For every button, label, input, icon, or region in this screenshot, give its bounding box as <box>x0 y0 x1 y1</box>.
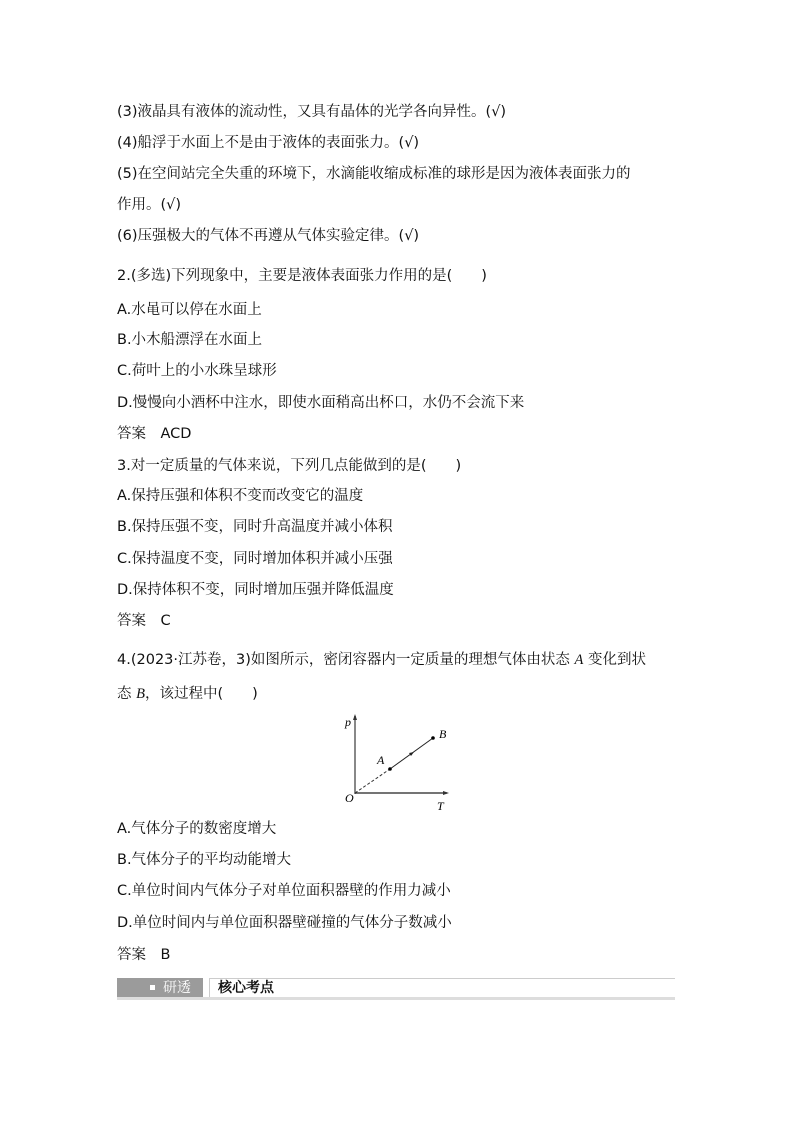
text-line: (5)在空间站完全失重的环境下，水滴能收缩成标准的球形是因为液体表面张力的 <box>117 166 631 182</box>
text-line: D.保持体积不变，同时增加压强并降低温度 <box>117 582 394 598</box>
text-line: 作用。(√) <box>117 197 182 213</box>
p-label: p <box>345 715 351 729</box>
option: D.单位时间内与单位面积器壁碰撞的气体分子数减小 <box>117 915 452 931</box>
text: 变化到状 <box>587 652 646 668</box>
text-line: A.保持压强和体积不变而改变它的温度 <box>117 488 364 504</box>
point-a <box>388 767 392 771</box>
text-line: A.水黾可以停在水面上 <box>117 302 262 318</box>
text-line: C.保持温度不变，同时增加体积并减小压强 <box>117 551 393 567</box>
t-label: T <box>437 799 444 812</box>
text-line: B.小木船漂浮在水面上 <box>117 332 263 348</box>
text-line: C.荷叶上的小水珠呈球形 <box>117 363 277 379</box>
divider <box>117 997 675 1000</box>
p-axis-arrow <box>353 714 357 720</box>
origin-label: O <box>345 791 354 805</box>
extension-line <box>355 769 390 793</box>
section-tag <box>117 978 203 998</box>
question-4-line2 <box>117 684 258 704</box>
text-line: (3)液晶具有液体的流动性，又具有晶体的光学各向异性。(√) <box>117 104 507 120</box>
text: ，该过程中( ) <box>144 686 258 702</box>
answer: 答案 B <box>117 947 171 963</box>
t-axis-arrow <box>443 791 449 795</box>
a-label: A <box>377 753 385 767</box>
text: 态 <box>117 686 132 702</box>
state-a: A <box>574 652 584 668</box>
text-line: D.慢慢向小酒杯中注水，即使水面稍高出杯口，水仍不会流下来 <box>117 395 525 411</box>
text-line: (4)船浮于水面上不是由于液体的表面张力。(√) <box>117 135 420 151</box>
text-line: 3.对一定质量的气体来说，下列几点能做到的是( ) <box>117 458 462 474</box>
section-tag-label: 研透 <box>163 980 191 996</box>
state-b: B <box>136 686 145 702</box>
section-header <box>117 978 675 1000</box>
text: 4.(2023·江苏卷，3)如图所示，密闭容器内一定质量的理想气体由状态 <box>117 652 570 668</box>
question-4-line1 <box>117 650 646 670</box>
option: A.气体分子的数密度增大 <box>117 821 277 837</box>
bullet-icon <box>150 985 155 990</box>
option: C.单位时间内气体分子对单位面积器壁的作用力减小 <box>117 883 451 899</box>
p-t-diagram <box>335 712 465 812</box>
direction-arrow <box>409 752 414 756</box>
b-label: B <box>439 727 447 741</box>
answer: 答案 ACD <box>117 426 192 442</box>
text-line: B.保持压强不变，同时升高温度并减小体积 <box>117 519 393 535</box>
answer: 答案 C <box>117 613 171 629</box>
section-title: 核心考点 <box>209 978 675 998</box>
text-line: (6)压强极大的气体不再遵从气体实验定律。(√) <box>117 228 420 244</box>
option: B.气体分子的平均动能增大 <box>117 852 292 868</box>
text-line: 2.(多选)下列现象中，主要是液体表面张力作用的是( ) <box>117 268 487 284</box>
point-b <box>431 736 435 740</box>
